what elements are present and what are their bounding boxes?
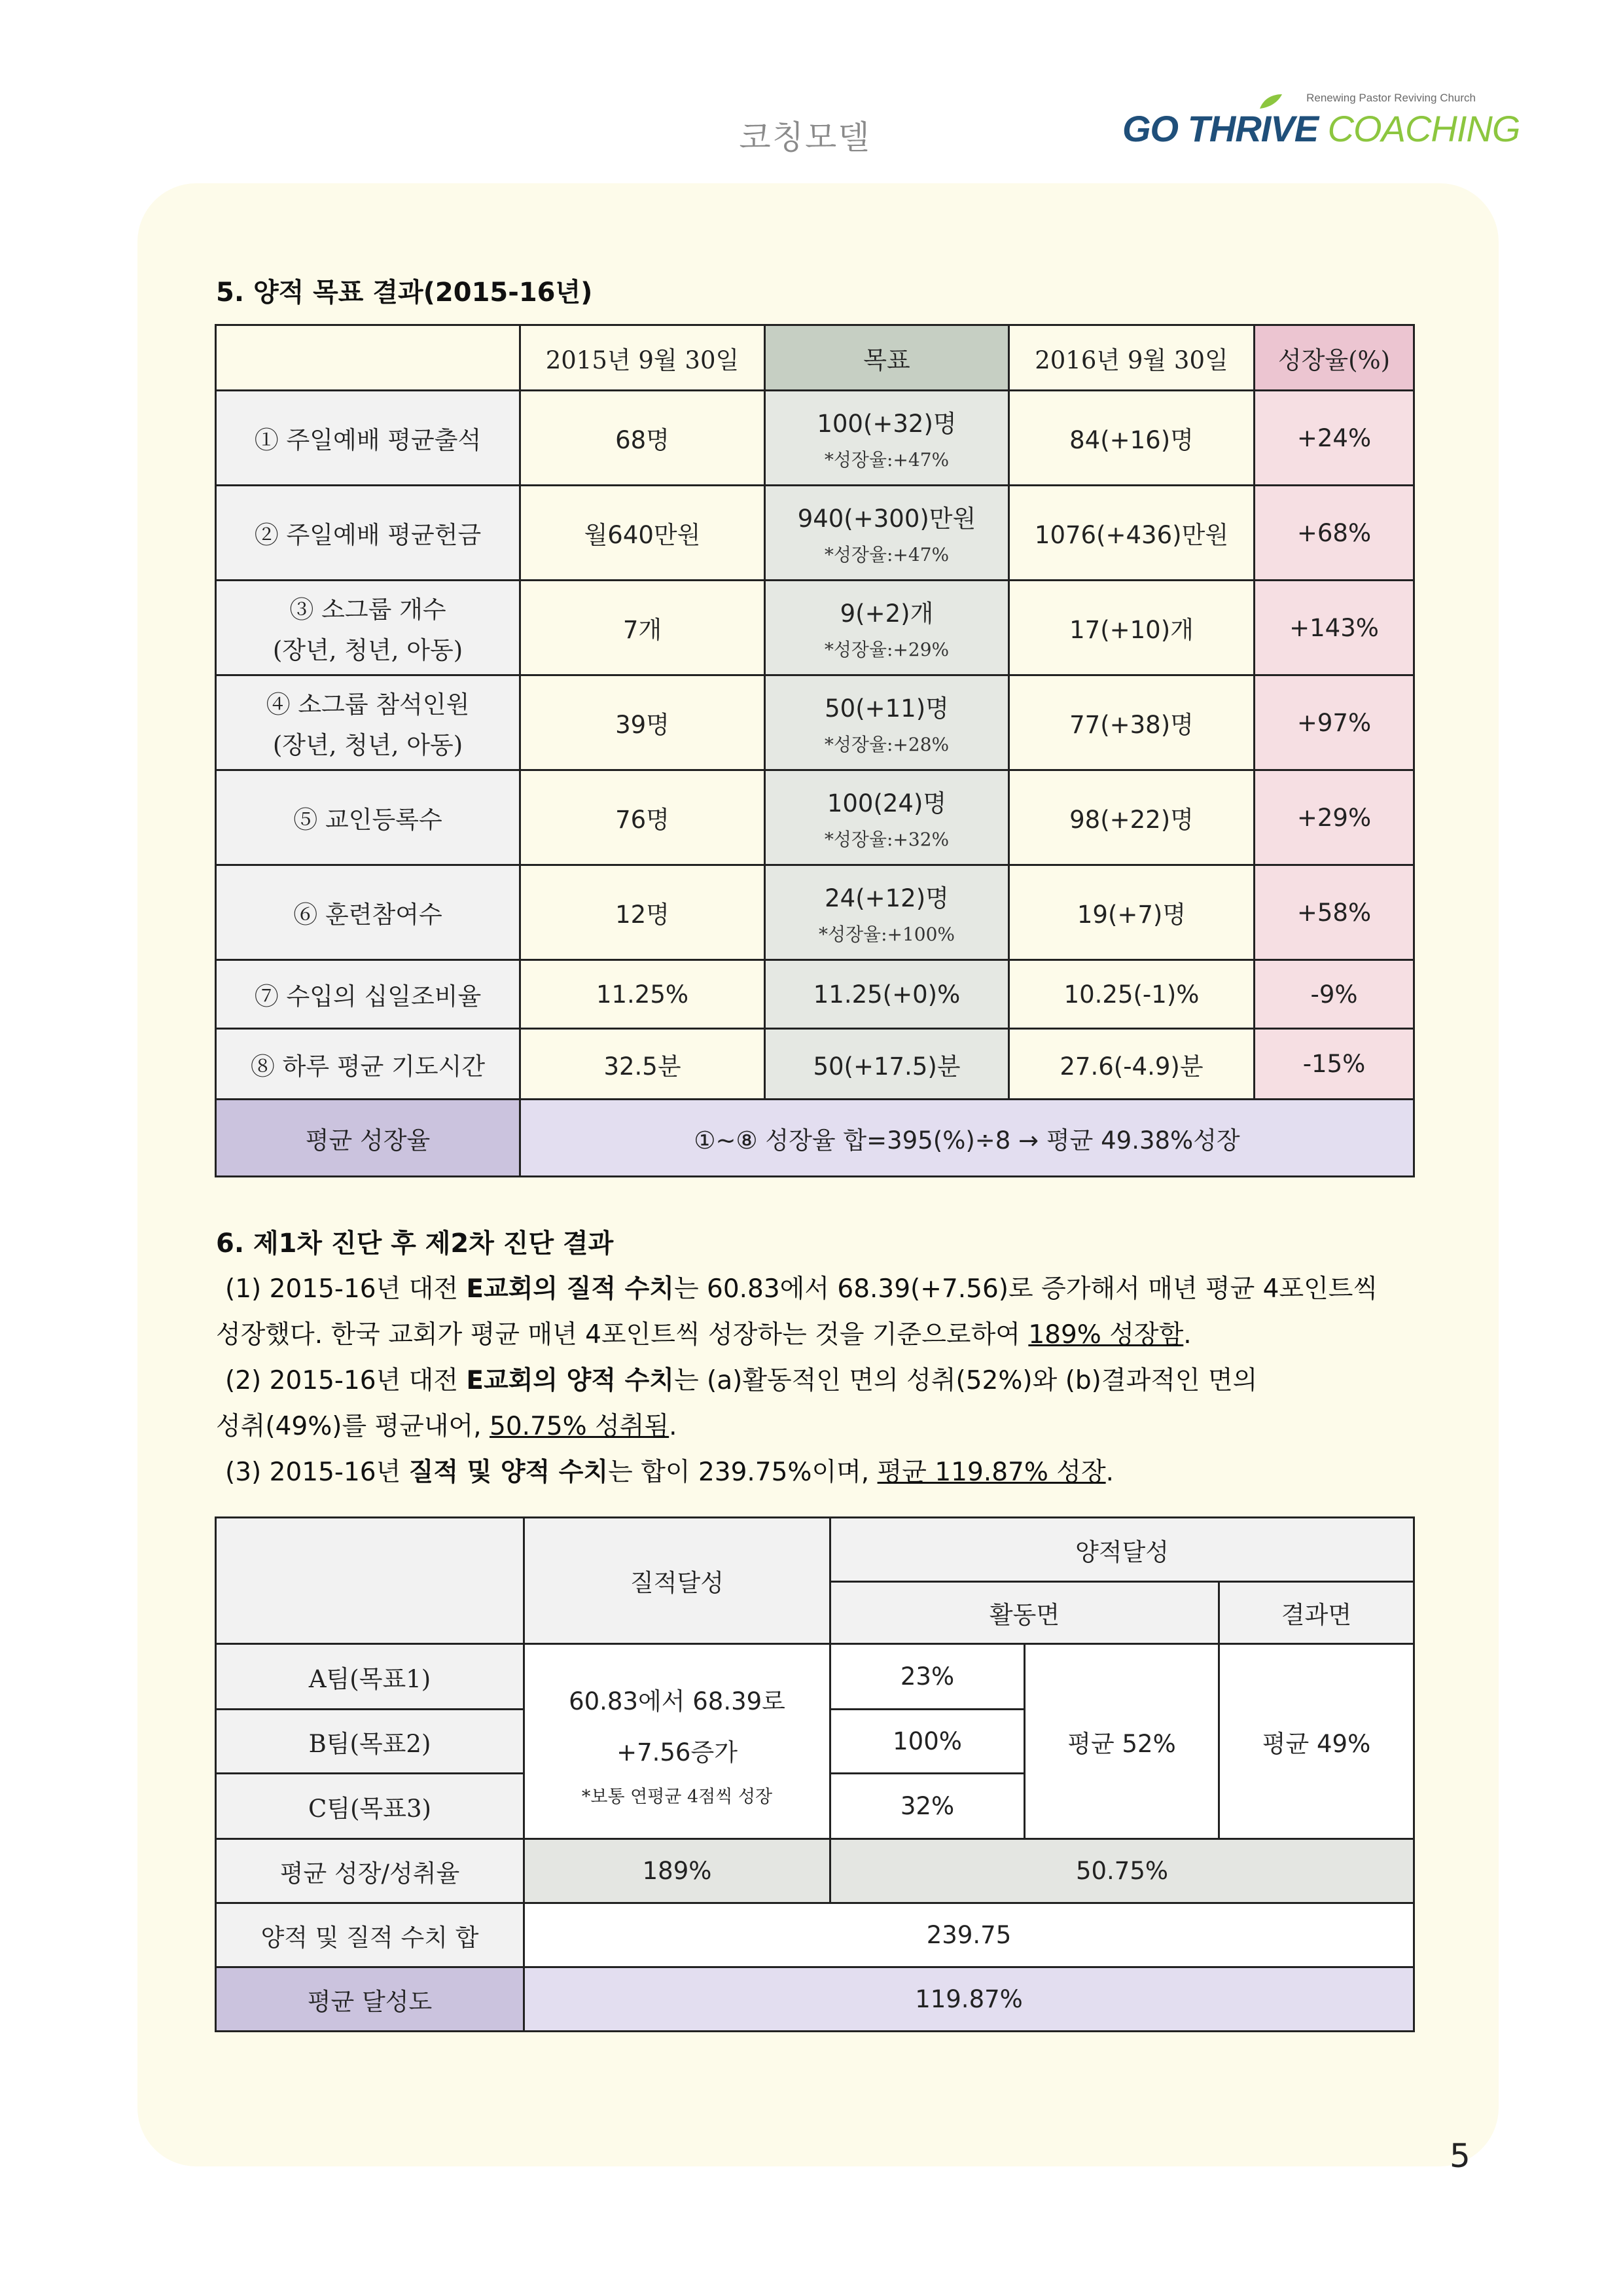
col-header: 2016년 9월 30일 (1009, 325, 1255, 391)
row-label: ① 주일예배 평균출석 (216, 391, 520, 486)
average-label: 평균 성장율 (216, 1100, 520, 1177)
average-label: 평균 달성도 (216, 1967, 524, 2032)
sum-value: 239.75 (524, 1903, 1414, 1967)
before-value: 12명 (520, 865, 765, 960)
table-row (216, 960, 1414, 1029)
rate-value: +29% (1255, 770, 1414, 865)
section6-title: 6. 제1차 진단 후 제2차 진단 결과 (216, 1229, 614, 1259)
growth-quality: 189% (524, 1839, 830, 1903)
after-value: 10.25(-1)% (1009, 960, 1255, 1029)
goal-value: 9(+2)개 *성장율:+29% (765, 581, 1009, 675)
row-label: ⑦ 수입의 십일조비율 (216, 960, 520, 1029)
section5-title: 5. 양적 목표 결과(2015-16년) (216, 278, 593, 308)
table-row (216, 675, 1414, 770)
team-label: C팀(목표3) (216, 1774, 524, 1839)
rate-value: +24% (1255, 391, 1414, 486)
before-value: 월640만원 (520, 486, 765, 581)
logo-tagline: Renewing Pastor Reviving Church (1306, 92, 1476, 104)
after-value: 19(+7)명 (1009, 865, 1255, 960)
activity-value: 100% (830, 1710, 1025, 1774)
growth-quantity: 50.75% (830, 1839, 1414, 1903)
table-row (216, 1644, 1414, 1710)
goal-value: 100(+32)명 *성장율:+47% (765, 391, 1009, 486)
rate-value: +143% (1255, 581, 1414, 675)
logo-wordmark: GO THRIVE COACHING (1122, 108, 1520, 149)
goal-value: 24(+12)명 *성장율:+100% (765, 865, 1009, 960)
quantity-goal-table (215, 324, 1415, 1177)
col-header: 목표 (765, 325, 1009, 391)
result-average: 평균 49% (1219, 1644, 1414, 1839)
average-value: 119.87% (524, 1967, 1414, 2032)
quality-cell: 60.83에서 68.39로 +7.56증가 *보통 연평균 4점씩 성장 (524, 1644, 830, 1839)
goal-value: 50(+11)명 *성장율:+28% (765, 675, 1009, 770)
table-header-row (216, 1518, 1414, 1582)
page-number: 5 (1450, 2137, 1471, 2175)
average-value: ①~⑧ 성장율 합=395(%)÷8 → 평균 49.38%성장 (520, 1100, 1414, 1177)
row-label: ⑤ 교인등록수 (216, 770, 520, 865)
goal-value: 11.25(+0)% (765, 960, 1009, 1029)
sum-row (216, 1903, 1414, 1967)
col-header-quality: 질적달성 (524, 1518, 830, 1644)
row-label: ② 주일예배 평균헌금 (216, 486, 520, 581)
paragraph-1: (1) 2015-16년 대전 E교회의 질적 수치는 60.83에서 68.39(+7.56)로 증가해서 매년 평균 4포인트씩 성장했다. 한국 교회가 평균 매년 4포인트씩 성장하는 것을 기준으로하여 189% 성장함. (216, 1274, 1378, 1350)
average-row (216, 1967, 1414, 2032)
team-label: A팀(목표1) (216, 1644, 524, 1710)
before-value: 76명 (520, 770, 765, 865)
rate-value: +58% (1255, 865, 1414, 960)
rate-value: -9% (1255, 960, 1414, 1029)
growth-row (216, 1839, 1414, 1903)
col-header-activity: 활동면 (830, 1582, 1219, 1644)
goal-value: 50(+17.5)분 (765, 1029, 1009, 1100)
row-label: ③ 소그룹 개수 (장년, 청년, 아동) (216, 581, 520, 675)
paragraph-3: (3) 2015-16년 질적 및 양적 수치는 합이 239.75%이며, 평균 119.87% 성장. (225, 1458, 1115, 1487)
activity-average: 평균 52% (1025, 1644, 1219, 1839)
table-row (216, 581, 1414, 675)
table-row (216, 1029, 1414, 1100)
after-value: 84(+16)명 (1009, 391, 1255, 486)
activity-value: 23% (830, 1644, 1025, 1710)
col-header-quantity: 양적달성 (830, 1518, 1414, 1582)
growth-label: 평균 성장/성취율 (216, 1839, 524, 1903)
table-row (216, 486, 1414, 581)
activity-value: 32% (830, 1774, 1025, 1839)
table-row (216, 865, 1414, 960)
col-header: 성장율(%) (1255, 325, 1414, 391)
sum-label: 양적 및 질적 수치 합 (216, 1903, 524, 1967)
row-label: ⑧ 하루 평균 기도시간 (216, 1029, 520, 1100)
table-header-row (216, 325, 1414, 391)
goal-value: 940(+300)만원 *성장율:+47% (765, 486, 1009, 581)
row-label: ④ 소그룹 참석인원 (장년, 청년, 아동) (216, 675, 520, 770)
average-row (216, 1100, 1414, 1177)
rate-value: -15% (1255, 1029, 1414, 1100)
before-value: 11.25% (520, 960, 765, 1029)
col-header-result: 결과면 (1219, 1582, 1414, 1644)
rate-value: +68% (1255, 486, 1414, 581)
paragraph-2: (2) 2015-16년 대전 E교회의 양적 수치는 (a)활동적인 면의 성취(52%)와 (b)결과적인 면의 성취(49%)를 평균내어, 50.75% 성취됨. (216, 1366, 1258, 1441)
before-value: 39명 (520, 675, 765, 770)
after-value: 77(+38)명 (1009, 675, 1255, 770)
after-value: 1076(+436)만원 (1009, 486, 1255, 581)
rate-value: +97% (1255, 675, 1414, 770)
after-value: 27.6(-4.9)분 (1009, 1029, 1255, 1100)
goal-value: 100(24)명 *성장율:+32% (765, 770, 1009, 865)
corner-cell (216, 325, 520, 391)
logo (1122, 92, 1520, 151)
before-value: 7개 (520, 581, 765, 675)
table-row (216, 770, 1414, 865)
team-label: B팀(목표2) (216, 1710, 524, 1774)
before-value: 32.5분 (520, 1029, 765, 1100)
after-value: 98(+22)명 (1009, 770, 1255, 865)
before-value: 68명 (520, 391, 765, 486)
col-header: 2015년 9월 30일 (520, 325, 765, 391)
after-value: 17(+10)개 (1009, 581, 1255, 675)
achievement-table (215, 1516, 1415, 2032)
corner-cell (216, 1518, 524, 1644)
table-row (216, 391, 1414, 486)
header-title: 코칭모델 (739, 118, 871, 156)
row-label: ⑥ 훈련참여수 (216, 865, 520, 960)
